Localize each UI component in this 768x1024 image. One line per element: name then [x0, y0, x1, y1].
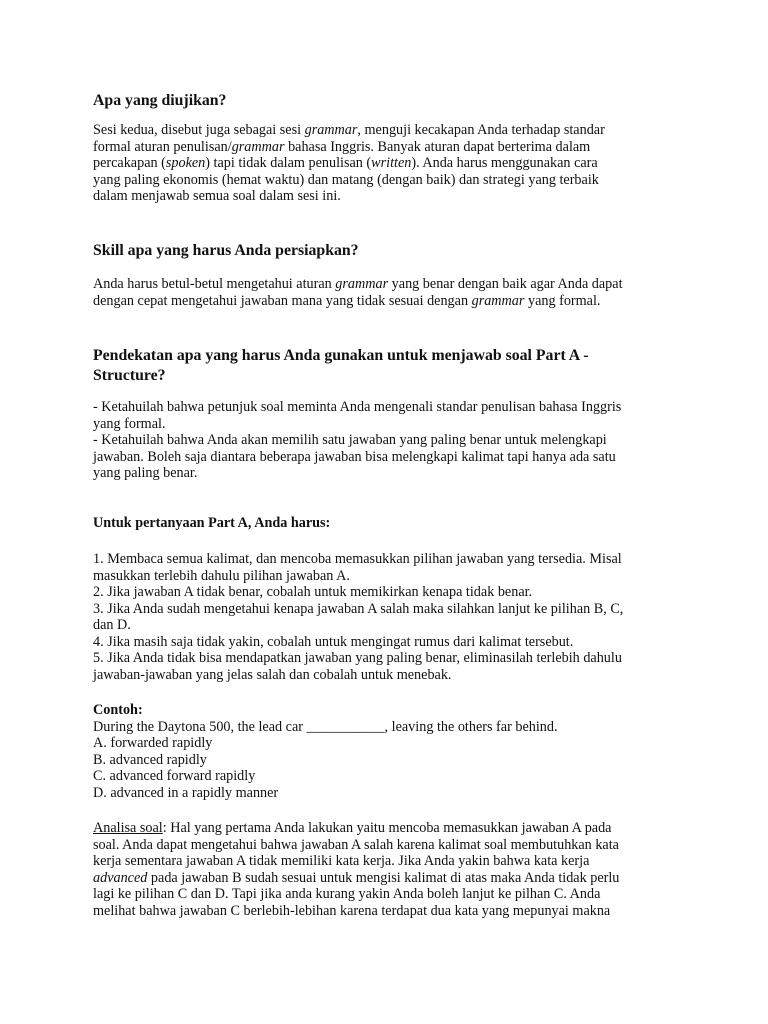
paragraph-line: Anda harus betul-betul mengetahui aturan grammar yang benar dengan baik agar Anda dapat — [93, 276, 623, 292]
paragraph-line: Analisa soal: Hal yang pertama Anda lakukan yaitu mencoba memasukkan jawaban A pada — [93, 820, 612, 836]
paragraph-line: dalam menjawab semua soal dalam sesi ini. — [93, 188, 341, 204]
paragraph-line: - Ketahuilah bahwa Anda akan memilih satu jawaban yang paling benar untuk melengkapi — [93, 432, 607, 448]
section-heading-pendekatan — [93, 346, 683, 386]
paragraph-line: Sesi kedua, disebut juga sebagai sesi grammar, menguji kecakapan Anda terhadap standar — [93, 122, 605, 138]
section2-paragraph — [93, 276, 683, 309]
example-question: During the Daytona 500, the lead car ___________, leaving the others far behind. — [93, 718, 558, 735]
paragraph-line: jawaban. Boleh saja diantara beberapa jawaban bisa melengkapi kalimat tapi hanya ada satu — [93, 448, 616, 465]
paragraph-line: soal. Anda dapat mengetahui bahwa jawaban A salah karena kalimat soal membutuhkan kata — [93, 836, 619, 853]
example-label: Contoh: — [93, 702, 143, 718]
answer-option: D. advanced in a rapidly manner — [93, 784, 279, 801]
list-item: dan D. — [93, 617, 131, 633]
section-heading-untuk-pertanyaan: Untuk pertanyaan Part A, Anda harus: — [93, 515, 331, 531]
paragraph-line: dengan cepat mengetahui jawaban mana yang tidak sesuai dengan grammar yang formal. — [93, 292, 601, 309]
list-item: 3. Jika Anda sudah mengetahui kenapa jawaban A salah maka silahkan lanjut ke pilihan B, C, — [93, 600, 624, 617]
paragraph-line: yang formal. — [93, 415, 166, 432]
section1-paragraph — [93, 122, 683, 205]
paragraph-line: yang paling ekonomis (hemat waktu) dan matang (dengan baik) dan strategi yang terbaik — [93, 171, 599, 188]
paragraph-line: formal aturan penulisan/grammar bahasa Inggris. Banyak aturan dapat berterima dalam — [93, 138, 591, 155]
paragraph-line: lagi ke pilihan C dan D. Tapi jika anda kurang yakin Anda boleh lanjut ke pilhan C. Anda — [93, 886, 601, 902]
paragraph-line: advanced pada jawaban B sudah sesuai untuk mengisi kalimat di atas maka Anda tidak perlu — [93, 869, 620, 886]
list-item: 4. Jika masih saja tidak yakin, cobalah untuk mengingat rumus dari kalimat tersebut. — [93, 633, 574, 650]
answer-option: A. forwarded rapidly — [93, 735, 213, 751]
answer-option: C. advanced forward rapidly — [93, 768, 256, 784]
paragraph-line: percakapan (spoken) tapi tidak dalam penulisan (written). Anda harus menggunakan cara — [93, 155, 598, 171]
list-item: 1. Membaca semua kalimat, dan mencoba memasukkan pilihan jawaban yang tersedia. Misal — [93, 551, 622, 567]
analysis-label: Analisa soal — [93, 820, 163, 836]
answer-option: B. advanced rapidly — [93, 751, 207, 768]
list-item: 2. Jika jawaban A tidak benar, cobalah untuk memikirkan kenapa tidak benar. — [93, 584, 533, 600]
list-item: jawaban-jawaban yang jelas salah dan cobalah untuk menebak. — [93, 666, 452, 683]
paragraph-line: melihat bahwa jawaban C berlebih-lebihan karena terdapat dua kata yang mepunyai makna — [93, 902, 611, 919]
heading-line: Pendekatan apa yang harus Anda gunakan untuk menjawab soal Part A - — [93, 347, 589, 364]
steps-list — [93, 551, 683, 683]
section-heading-skill: Skill apa yang harus Anda persiapkan? — [93, 242, 359, 259]
section-heading-apa-yang-diujikan: Apa yang diujikan? — [93, 92, 227, 109]
analysis-paragraph — [93, 820, 683, 919]
section3-paragraph — [93, 399, 683, 482]
paragraph-line: yang paling benar. — [93, 465, 198, 481]
paragraph-line: kerja sementara jawaban A tidak memiliki kata kerja. Jika Anda yakin bahwa kata kerja — [93, 853, 590, 869]
example-block — [93, 702, 683, 801]
heading-line: Structure? — [93, 367, 166, 384]
list-item: 5. Jika Anda tidak bisa mendapatkan jawaban yang paling benar, eliminasilah terlebih dahulu — [93, 650, 622, 666]
list-item: masukkan terlebih dahulu pilihan jawaban A. — [93, 567, 350, 584]
paragraph-line: - Ketahuilah bahwa petunjuk soal meminta Anda mengenali standar penulisan bahasa Inggris — [93, 399, 622, 415]
